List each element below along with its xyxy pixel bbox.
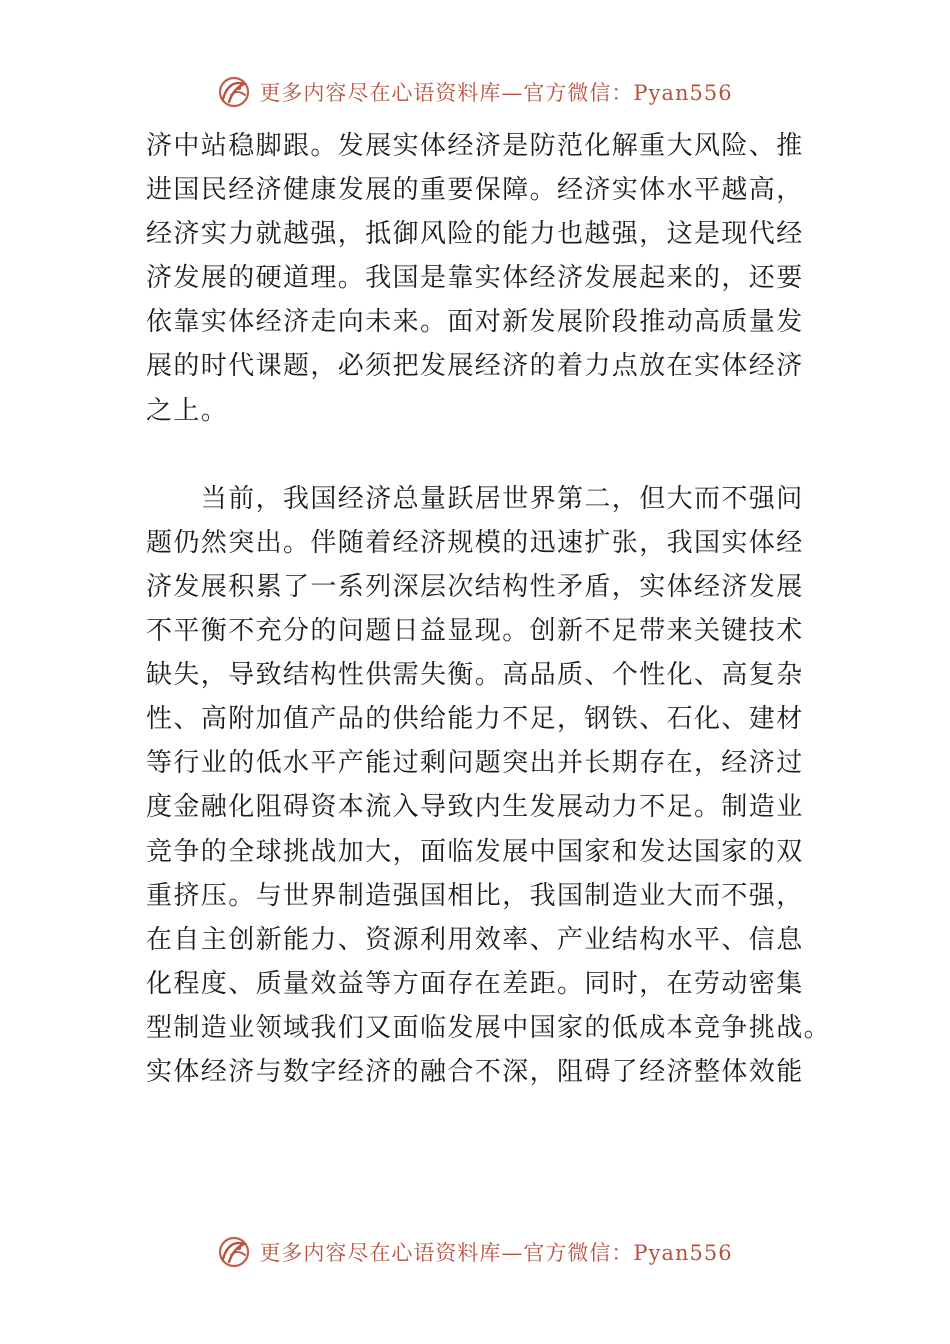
paragraph-1 <box>146 124 826 433</box>
header-banner <box>0 72 950 112</box>
text-line: 济中站稳脚跟。发展实体经济是防范化解重大风险、推 <box>146 131 804 161</box>
text-line: 度金融化阻碍资本流入导致内生发展动力不足。制造业 <box>146 792 804 823</box>
text-line: 经济实力就越强，抵御风险的能力也越强，这是现代经 <box>146 219 804 250</box>
text-line: 缺失，导致结构性供需失衡。高品质、个性化、高复杂 <box>146 660 804 691</box>
text-line: 不平衡不充分的问题日益显现。创新不足带来关键技术 <box>146 616 804 647</box>
text-line: 实体经济与数字经济的融合不深，阻碍了经济整体效能 <box>146 1056 804 1087</box>
text-line: 在自主创新能力、资源利用效率、产业结构水平、信息 <box>146 924 804 955</box>
text-line: 当前，我国经济总量跃居世界第二，但大而不强问 <box>146 483 804 514</box>
paragraph-spacer <box>146 433 826 477</box>
text-line: 进国民经济健康发展的重要保障。经济实体水平越高， <box>146 175 804 206</box>
signature-logo-icon <box>217 75 251 109</box>
text-line: 等行业的低水平产能过剩问题突出并长期存在，经济过 <box>146 748 804 779</box>
header-banner-text: 更多内容尽在心语资料库—官方微信：Pyan556 <box>259 81 733 105</box>
text-line: 依靠实体经济走向未来。面对新发展阶段推动高质量发 <box>146 307 804 338</box>
signature-logo-icon <box>217 1235 251 1269</box>
footer-banner-text: 更多内容尽在心语资料库—官方微信：Pyan556 <box>259 1241 733 1265</box>
text-line: 竞争的全球挑战加大，面临发展中国家和发达国家的双 <box>146 836 804 867</box>
text-line: 济发展积累了一系列深层次结构性矛盾，实体经济发展 <box>146 571 804 602</box>
text-line: 之上。 <box>146 395 229 426</box>
text-line: 展的时代课题，必须把发展经济的着力点放在实体经济 <box>146 351 804 382</box>
body-text <box>146 124 832 1094</box>
text-line: 题仍然突出。伴随着经济规模的迅速扩张，我国实体经 <box>146 527 804 558</box>
text-line: 化程度、质量效益等方面存在差距。同时，在劳动密集 <box>146 968 804 999</box>
text-line: 型制造业领域我们又面临发展中国家的低成本竞争挑战。 <box>146 1012 832 1043</box>
text-line: 性、高附加值产品的供给能力不足，钢铁、石化、建材 <box>146 704 804 735</box>
paragraph-2 <box>146 477 832 1094</box>
footer-banner <box>0 1232 950 1272</box>
text-line: 济发展的硬道理。我国是靠实体经济发展起来的，还要 <box>146 263 804 294</box>
text-line: 重挤压。与世界制造强国相比，我国制造业大而不强， <box>146 880 804 911</box>
